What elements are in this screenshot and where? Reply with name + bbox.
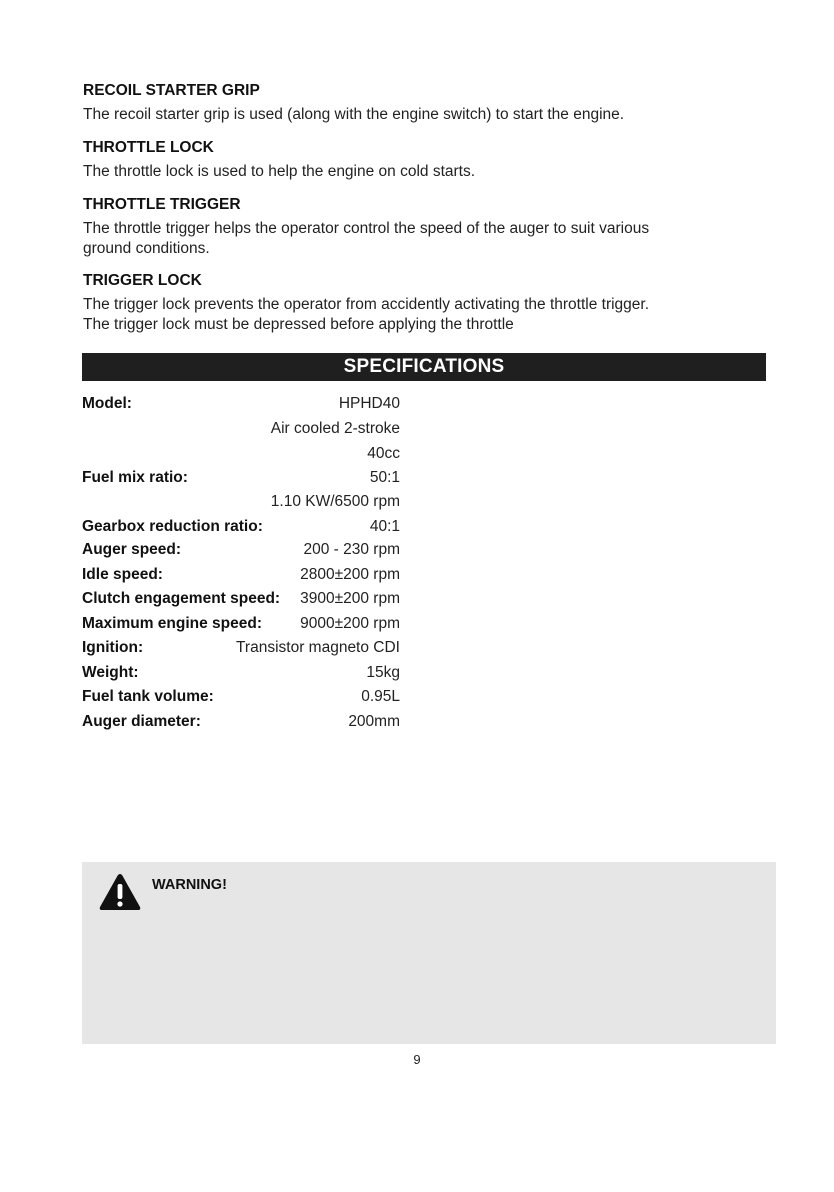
section-title: RECOIL STARTER GRIP — [83, 82, 260, 99]
spec-value: 3900±200 rpm — [300, 590, 400, 607]
spec-row-displacement — [82, 443, 400, 465]
section-text-line: ground conditions. — [83, 240, 210, 257]
spec-row-ignition — [82, 637, 400, 659]
section-throttle-lock — [83, 138, 773, 182]
spec-row-power — [82, 491, 400, 513]
spec-value: 0.95L — [361, 688, 400, 705]
section-title: THROTTLE TRIGGER — [83, 196, 241, 213]
section-throttle-trigger — [83, 195, 773, 259]
spec-value: 2800±200 rpm — [300, 566, 400, 583]
page-number: 9 — [413, 1052, 421, 1067]
spec-row-clutch-engagement-speed — [82, 588, 400, 610]
section-title: THROTTLE LOCK — [83, 139, 214, 156]
spec-label: Maximum engine speed: — [82, 615, 263, 632]
spec-label: Fuel tank volume: — [82, 688, 214, 705]
spec-label: Auger speed: — [82, 541, 182, 558]
spec-label: Auger diameter: — [82, 713, 201, 730]
spec-value: Transistor magneto CDI — [236, 639, 400, 656]
spec-row-fuel-tank-volume — [82, 686, 400, 708]
spec-row-auger-diameter — [82, 711, 400, 733]
section-text-line: The trigger lock prevents the operator from accidently activating the throttle trigger. — [83, 296, 650, 313]
spec-label: Gearbox reduction ratio: — [82, 518, 263, 535]
warning-box — [82, 862, 776, 1044]
section-title: TRIGGER LOCK — [83, 272, 202, 289]
spec-value: 1.10 KW/6500 rpm — [270, 493, 400, 510]
spec-value: HPHD40 — [338, 395, 400, 412]
spec-label: Ignition: — [82, 639, 144, 656]
spec-label: Clutch engagement speed: — [82, 590, 281, 607]
spec-value: Air cooled 2-stroke — [270, 420, 400, 437]
spec-label: Model: — [82, 395, 132, 412]
section-text-line: The throttle lock is used to help the engine on cold starts. — [83, 163, 476, 180]
section-text-line: The recoil starter grip is used (along with the engine switch) to start the engine. — [83, 106, 625, 123]
spec-label: Idle speed: — [82, 566, 163, 583]
spec-row-auger-speed — [82, 539, 400, 561]
spec-label: Weight: — [82, 664, 139, 681]
spec-value: 50:1 — [369, 469, 400, 486]
spec-value: 200 - 230 rpm — [303, 541, 400, 558]
spec-row-engine-type — [82, 418, 400, 440]
warning-title: WARNING! — [152, 877, 227, 893]
warning-triangle-icon — [98, 872, 142, 912]
spec-label: Fuel mix ratio: — [82, 469, 188, 486]
spec-row-idle-speed — [82, 564, 400, 586]
section-trigger-lock — [83, 271, 773, 335]
spec-row-fuel-mix-ratio — [82, 467, 400, 489]
spec-value: 200mm — [348, 713, 400, 730]
spec-value: 40cc — [367, 445, 400, 462]
spec-value: 9000±200 rpm — [300, 615, 400, 632]
spec-row-model — [82, 393, 400, 415]
spec-row-gearbox-reduction-ratio — [82, 516, 400, 538]
section-text-line: The trigger lock must be depressed before applying the throttle — [83, 316, 514, 333]
spec-value: 15kg — [366, 664, 400, 681]
specifications-heading: SPECIFICATIONS — [82, 353, 766, 381]
spec-row-maximum-engine-speed — [82, 613, 400, 635]
spec-row-weight — [82, 662, 400, 684]
spec-value: 40:1 — [369, 518, 400, 535]
section-text-line: The throttle trigger helps the operator control the speed of the auger to suit various — [83, 220, 650, 237]
section-recoil-starter-grip — [83, 81, 773, 125]
